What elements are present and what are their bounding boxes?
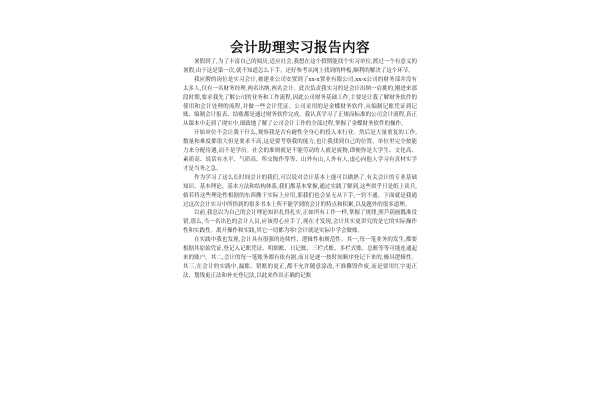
- paragraph-accounting-traits: 在实践中我也发现,会计具有很强的连续性、逻辑性和规范性。其一,每一笔业务的发生,都要根据其原始凭证,登记入记账凭证、明细账、日记账、三栏式账、多栏式账、总账等等可能连通起来的账户。其二,会计的每一笔账务都有依有据,而且是逐一按时间顺序登记下来的,极具逻辑性。其三,在会计的实践中,漏账、错账的更正,都不允许随意涂改,不准撕毁作废,而是要用红字更正法、划线更正法和补充登记法,以此来作出正确的记账: [183, 237, 417, 279]
- paragraph-theory-practice: 作为学习了这么长时间会计的我们,可以说对会计基本上能可以做熟了,有关会计的专业基础知识、基本理论、基本方法和结构体系,我们都基本掌握,通过实践了解到,这些似乎只是纸上谈兵,倘若将这些理论性根据的东西搬于实际上应用,那我们也会显无从下手,一窍不通。下面就是我通过这次会计实习中所悟到的很多书本上所不能学到的会计的特点和积累,以及题外的很多道理。: [183, 174, 417, 208]
- paragraph-reflection: 以前,我总以为自己的会计理论知识扎得扎实,正如所有工作一样,掌握了规律,照芦葫画瓢准没错,那么,当一名出色的会计人员,应该得心应手了,现在才发现,会计其实更讲究的是它的实际操作性和实践性。离开操作和实践,其它一切都为零!会计就是实际中学会做账。: [183, 210, 417, 235]
- document-body: [183, 58, 417, 400]
- document-title: 会计助理实习报告内容: [230, 40, 370, 56]
- paragraph-intro: 暑假到了,为了丰富自己的阅历,适应社会,我想在这个假期能找个实习单位,渡过一个有意义的暑假,由于这是第一次,就不知道怎么下手。还好参考从网上找到的样板,顺利的解决了这个环节。: [183, 59, 417, 74]
- paragraph-work-attitude: 开始单位不会让我干什么,观察我是否有耐性全身心的投入本行业。然后是大量重复的工作,数量和难度都很大但是要求不高,这是要考察我的能力,也让我找到自己的位置。单位里完全按能力来分配待遇,而不是学历。社会的准则就是不能劳动的人就是废物,即便你是大学生、文化高、素质高、说话有水平、气质高、所交级作等等、山外有山,人外有人,虚心向他人学习有真材实学才是当务之急。: [183, 130, 417, 172]
- paragraph-position: 我应聘的岗位是实习会计,被建业公司安置到了xx-x置业有限公司,xx-x公司的财务部并没有太多人,仅有一名财务经理,两名出纳,两名会计。此次负责我实习的是会计出纳一肩挑的,刚进来那段时期,要求我先了解公司的业务和工作流程,因此公司财务基础工作,主要是让我了解财务软件的使用和会计处理的流程,并做一些会计凭证。公司采用的是金蝶财务软件,从编制记账凭证到记账、编制会计报表、结账都是通过财务软件完成。我认真学习了正规而标准的公司会计流程,真正从课本中走到了现实中,细致地了解了公司会计工作的全部过程,掌握了金蝶财务软件的操作。: [183, 76, 417, 128]
